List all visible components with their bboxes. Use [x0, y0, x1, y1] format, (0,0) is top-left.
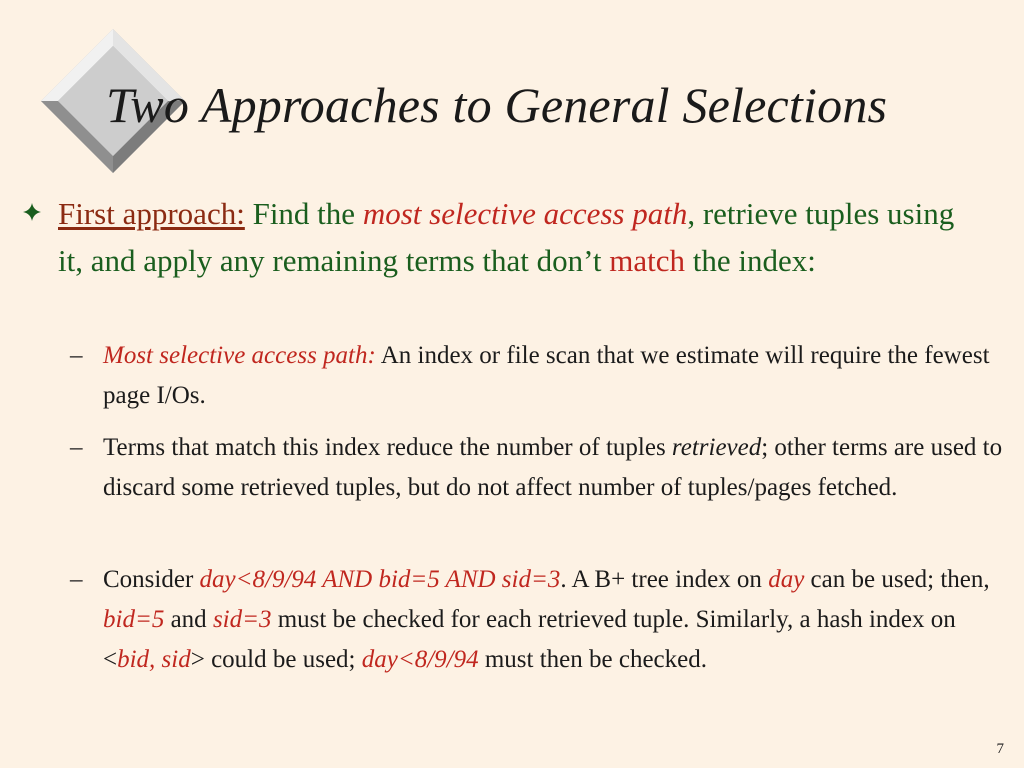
slide-title: Two Approaches to General Selections	[106, 77, 888, 133]
dash-marker: –	[70, 566, 83, 593]
access-path-term: Most selective access path:	[103, 342, 376, 369]
bid-condition: bid=5	[103, 606, 165, 633]
terms-text-part2: ; other terms are used to discard some retrieved tuples, but do not affect number of tuples/pages fetched.	[103, 434, 1003, 501]
dash-marker: –	[70, 434, 83, 461]
consider-text-part2: . A B+ tree index on	[560, 566, 769, 593]
dash-marker: –	[70, 342, 83, 369]
page-number: 7	[996, 741, 1004, 757]
most-selective-access-path-emphasis: most selective access path	[362, 196, 688, 231]
consider-text-part4: and	[164, 606, 213, 633]
first-approach-label: First approach:	[58, 196, 245, 231]
day-condition: day<8/9/94	[361, 646, 479, 673]
sub-bullet-text	[103, 336, 1003, 416]
sub-bullet-text	[103, 560, 1003, 680]
diamond-bullet-icon	[22, 202, 42, 222]
match-emphasis: match	[609, 243, 686, 278]
consider-text-part6: > could be used;	[190, 646, 362, 673]
consider-text-part1: Consider	[103, 566, 200, 593]
access-path-definition: An index or file scan that we estimate will require the fewest page I/Os.	[103, 342, 990, 409]
hash-key: bid, sid	[117, 646, 191, 673]
selection-condition: day<8/9/94 AND bid=5 AND sid=3	[199, 566, 561, 593]
consider-text-part7: must then be checked.	[478, 646, 708, 673]
main-text-part2: , retrieve tuples using it, and apply any remaining terms that don’t	[58, 196, 955, 278]
consider-text-part3: can be used; then,	[804, 566, 990, 593]
terms-text-part1: Terms that match this index reduce the number of tuples	[103, 434, 672, 461]
sub-bullet-text	[103, 428, 1003, 508]
main-text-part3: the index:	[685, 243, 816, 278]
main-text-part1: Find the	[244, 196, 363, 231]
retrieved-emphasis: retrieved	[671, 434, 762, 461]
consider-text-part5: must be checked for each retrieved tuple. Similarly, a hash index on <	[103, 606, 956, 673]
day-attribute: day	[768, 566, 805, 593]
sid-condition: sid=3	[212, 606, 272, 633]
main-bullet-text	[58, 190, 958, 284]
